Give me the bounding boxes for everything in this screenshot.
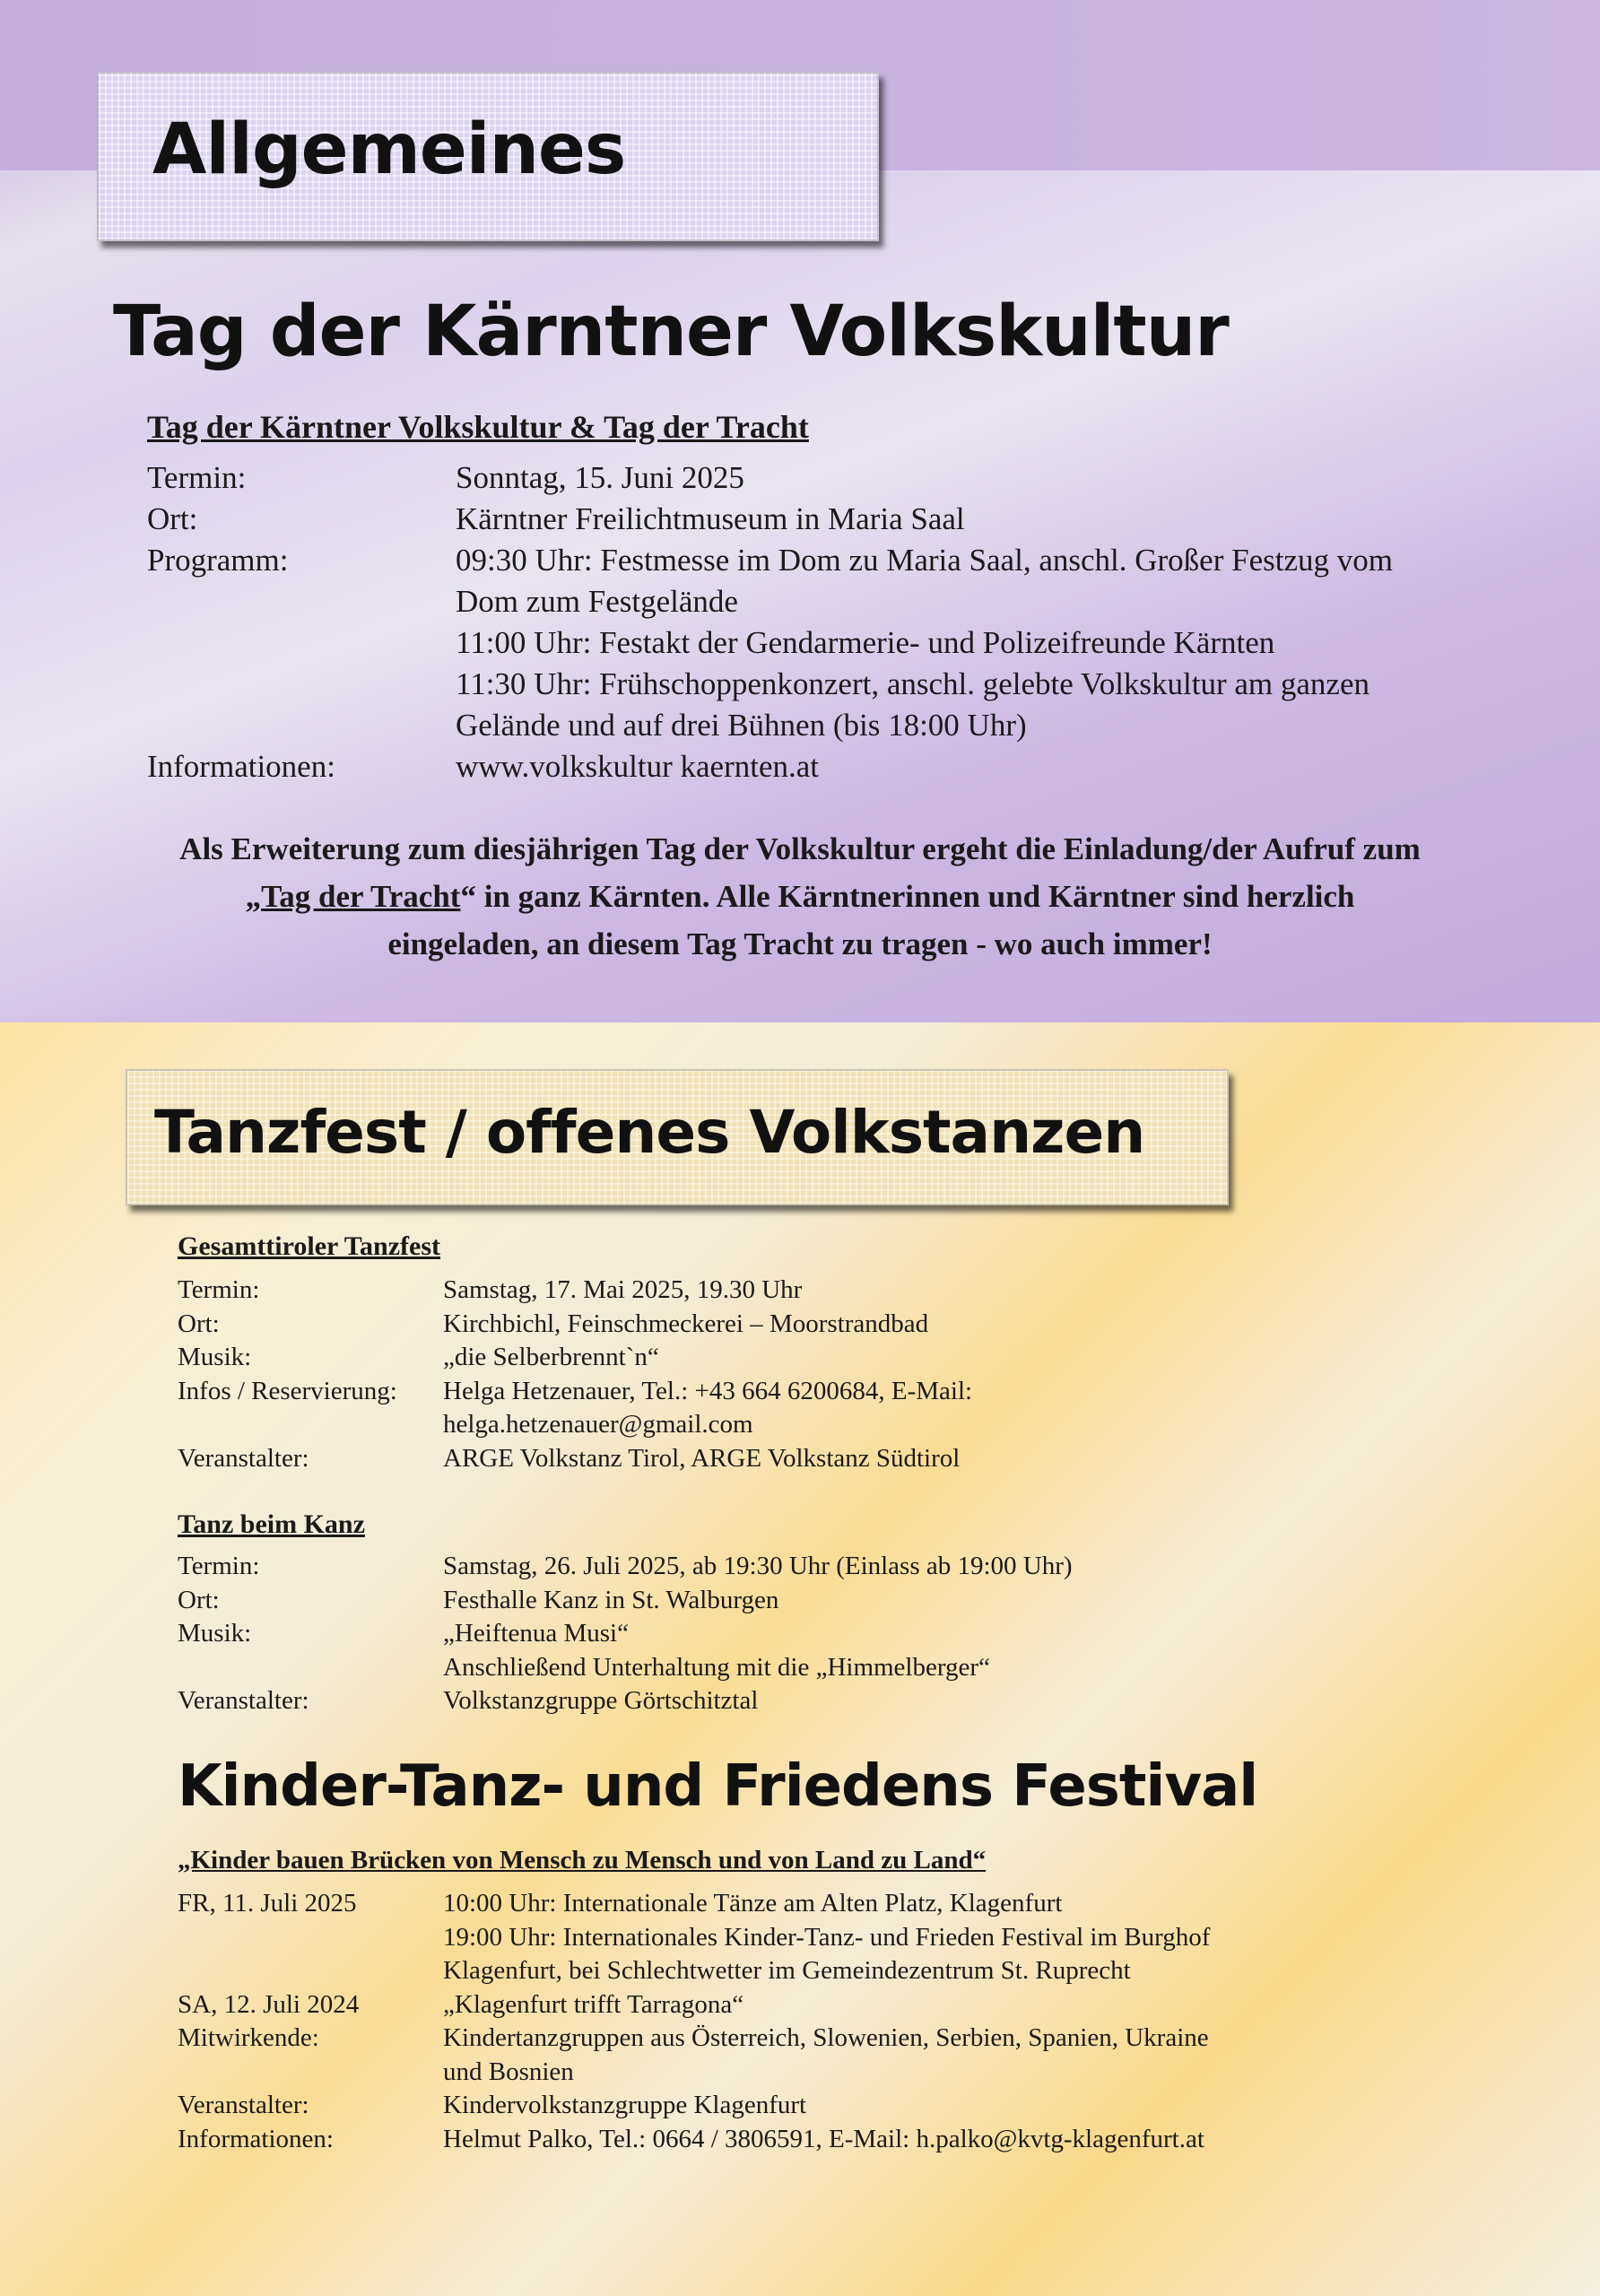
programm-line: Gelände und auf drei Bühnen (bis 18:00 Uhr) (456, 708, 1027, 743)
title-kinder-festival: Kinder-Tanz- und Friedens Festival (178, 1753, 1258, 1820)
label-termin: Termin: (178, 1275, 260, 1304)
title-volkskultur: Tag der Kärntner Volkskultur (113, 291, 1229, 372)
programm-line: 11:00 Uhr: Festakt der Gendarmerie- und Polizeifreunde Kärnten (456, 625, 1275, 660)
detail-row-mitwirkende (178, 2022, 1343, 2089)
infos-line-2: helga.hetzenauer@gmail.com (443, 1410, 753, 1439)
subtitle-gesamttiroler-tanzfest: Gesamttiroler Tanzfest (178, 1231, 441, 1261)
heading-box-tanzfest (126, 1069, 1229, 1205)
detail-row-musik (178, 1341, 1343, 1375)
label-termin: Termin: (147, 460, 247, 495)
note-line-1: Als Erweiterung zum diesjährigen Tag der Volkskultur ergeht die Einladung/der Aufruf zum (179, 831, 1421, 866)
musik-line-2: Anschließend Unterhaltung mit die „Himmelberger“ (443, 1652, 990, 1682)
value-ort: Kirchbichl, Feinschmeckerei – Moorstrandbad (443, 1309, 929, 1338)
detail-row-ort (178, 1308, 1343, 1342)
detail-row-termin (178, 1550, 1343, 1584)
label-infos-reservierung: Infos / Reservierung: (178, 1376, 397, 1405)
heading-allgemeines: Allgemeines (152, 109, 626, 190)
programm-line: Dom zum Festgelände (456, 584, 738, 619)
detail-row-musik (178, 1617, 1343, 1684)
label-informationen: Informationen: (147, 749, 335, 784)
event-details-kinder-festival (178, 1887, 1343, 2156)
note-line-2 (135, 873, 1465, 920)
note-line-3: eingeladen, an diesem Tag Tracht zu tragen - wo auch immer! (387, 926, 1213, 961)
label-ort: Ort: (178, 1309, 220, 1338)
label-veranstalter: Veranstalter: (178, 1686, 309, 1715)
infos-line-1: Helga Hetzenauer, Tel.: +43 664 6200684, E-Mail: (443, 1376, 973, 1405)
value-veranstalter: Volkstanzgruppe Görtschitztal (443, 1686, 759, 1715)
value-samstag: „Klagenfurt trifft Tarragona“ (443, 1989, 744, 2019)
freitag-line: 19:00 Uhr: Internationales Kinder-Tanz- und Frieden Festival im Burghof (443, 1922, 1211, 1952)
event-details-volkskultur (147, 457, 1510, 787)
subtitle-kinder-bauen-bruecken: „Kinder bauen Brücken von Mensch zu Mensch und von Land zu Land“ (178, 1846, 987, 1874)
subtitle-volkskultur-tracht: Tag der Kärntner Volkskultur & Tag der Tracht (147, 409, 809, 445)
label-mitwirkende: Mitwirkende: (178, 2023, 319, 2052)
detail-row-freitag (178, 1887, 1343, 1988)
value-ort: Festhalle Kanz in St. Walburgen (443, 1585, 779, 1614)
detail-row-ort (147, 499, 1510, 540)
label-freitag: FR, 11. Juli 2025 (178, 1889, 357, 1918)
detail-row-infos (178, 1375, 1343, 1442)
value-informationen: www.volkskultur kaernten.at (456, 749, 819, 784)
detail-row-veranstalter (178, 1442, 1343, 1476)
value-musik (443, 1617, 1343, 1684)
label-samstag: SA, 12. Juli 2024 (178, 1989, 360, 2019)
detail-row-informationen (178, 2123, 1343, 2157)
tag-der-tracht-link: Tag der Tracht (261, 879, 461, 914)
freitag-line: 10:00 Uhr: Internationale Tänze am Alten Platz, Klagenfurt (443, 1889, 1063, 1918)
label-termin: Termin: (178, 1552, 260, 1580)
label-ort: Ort: (147, 501, 198, 536)
label-musik: Musik: (178, 1343, 252, 1371)
note-line-2-rest: “ in ganz Kärnten. Alle Kärntnerinnen und Kärntner sind herzlich (460, 879, 1355, 914)
detail-row-ort (178, 1584, 1343, 1618)
label-informationen: Informationen: (178, 2124, 334, 2153)
programm-line: 09:30 Uhr: Festmesse im Dom zu Maria Saal, anschl. Großer Festzug vom (456, 543, 1393, 578)
value-veranstalter: Kindervolkstanzgruppe Klagenfurt (443, 2091, 807, 2119)
detail-row-termin (147, 457, 1510, 499)
mitwirkende-line-2: und Bosnien (443, 2057, 574, 2086)
detail-row-veranstalter (178, 1684, 1343, 1718)
value-termin: Samstag, 17. Mai 2025, 19.30 Uhr (443, 1275, 803, 1304)
value-ort: Kärntner Freilichtmuseum in Maria Saal (456, 501, 965, 536)
value-programm (456, 540, 1510, 746)
musik-line-1: „Heiftenua Musi“ (443, 1619, 629, 1648)
quote-open: „ (245, 879, 262, 914)
subtitle-tanz-beim-kanz: Tanz beim Kanz (178, 1509, 365, 1539)
value-termin: Samstag, 26. Juli 2025, ab 19:30 Uhr (Einlass ab 19:00 Uhr) (443, 1552, 1073, 1580)
label-ort: Ort: (178, 1585, 220, 1614)
freitag-line: Klagenfurt, bei Schlechtwetter im Gemeindezentrum St. Ruprecht (443, 1956, 1131, 1985)
value-informationen: Helmut Palko, Tel.: 0664 / 3806591, E-Mail: h.palko@kvtg-klagenfurt.at (443, 2124, 1204, 2153)
label-veranstalter: Veranstalter: (178, 1443, 309, 1473)
programm-line: 11:30 Uhr: Frühschoppenkonzert, anschl. gelebte Volkskultur am ganzen (456, 666, 1370, 701)
label-musik: Musik: (178, 1619, 252, 1648)
label-veranstalter: Veranstalter: (178, 2091, 309, 2119)
mitwirkende-line-1: Kindertanzgruppen aus Österreich, Slowenien, Serbien, Spanien, Ukraine (443, 2023, 1209, 2052)
detail-row-programm (147, 540, 1510, 746)
detail-row-samstag (178, 1988, 1343, 2022)
value-infos-reservierung (443, 1375, 1343, 1442)
heading-tanzfest: Tanzfest / offenes Volkstanzen (154, 1098, 1145, 1167)
value-musik: „die Selberbrennt`n“ (443, 1343, 659, 1371)
value-freitag (443, 1887, 1343, 1988)
event-details-tanz-beim-kanz (178, 1550, 1343, 1718)
section-allgemeines (0, 0, 1600, 1022)
value-mitwirkende (443, 2022, 1343, 2089)
value-termin: Sonntag, 15. Juni 2025 (456, 460, 744, 495)
detail-row-termin (178, 1274, 1343, 1308)
detail-row-informationen (147, 746, 1510, 787)
event-details-gesamttiroler (178, 1274, 1343, 1475)
tracht-invitation-note (135, 825, 1465, 968)
detail-row-veranstalter (178, 2089, 1343, 2123)
heading-box-allgemeines (97, 72, 879, 241)
label-programm: Programm: (147, 543, 289, 578)
value-veranstalter: ARGE Volkstanz Tirol, ARGE Volkstanz Südtirol (443, 1443, 961, 1473)
